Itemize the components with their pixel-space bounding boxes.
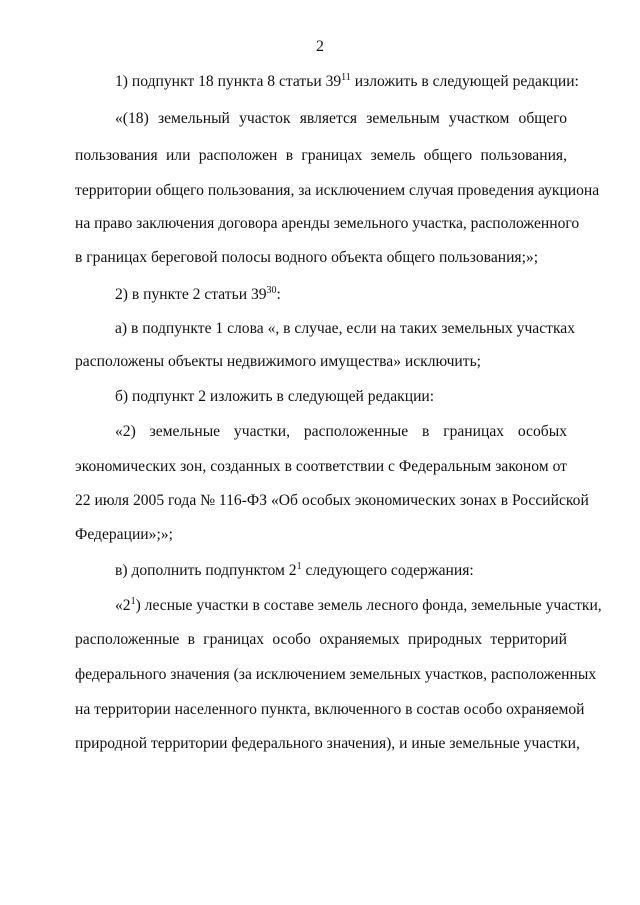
text-line-16-main: «2 xyxy=(115,597,131,614)
text-line-10: б) подпункт 2 изложить в следующей редакции: xyxy=(115,388,435,405)
text-line-9: расположены объекты недвижимого имущества» исключить; xyxy=(75,353,482,370)
text-line-7-main: 2) в пункте 2 статьи 39 xyxy=(115,286,267,303)
text-line-13: 22 июля 2005 года № 116-ФЗ «Об особых экономических зонах в Российской xyxy=(75,492,589,509)
text-line-6: в границах береговой полосы водного объекта общего пользования;»; xyxy=(75,249,539,266)
text-line-15 xyxy=(115,561,567,581)
page-number: 2 xyxy=(316,38,324,55)
superscript-15: 1 xyxy=(296,561,302,572)
text-line-7-after: : xyxy=(276,286,281,303)
text-line-4: территории общего пользования, за исключением случая проведения аукциона xyxy=(75,182,600,199)
text-line-17: расположенные в границах особо охраняемых природных территорий xyxy=(75,631,567,648)
text-line-1 xyxy=(115,72,579,92)
superscript-16: 1 xyxy=(130,596,136,607)
superscript-7: 30 xyxy=(266,285,277,296)
text-line-19: на территории населенного пункта, включенного в состав особо охраняемой xyxy=(75,701,585,718)
superscript-1: 11 xyxy=(341,72,351,83)
text-line-16 xyxy=(115,596,602,616)
text-line-2: «(18) земельный участок является земельным участком общего xyxy=(115,110,567,127)
text-line-3: пользования или расположен в границах земель общего пользования, xyxy=(75,147,567,164)
text-line-14: Федерации»;»; xyxy=(75,526,173,543)
text-line-12: экономических зон, созданных в соответствии с Федеральным законом от xyxy=(75,458,567,475)
text-line-20: природной территории федерального значения), и иные земельные участки, xyxy=(75,735,580,752)
text-line-1-after: изложить в следующей редакции: xyxy=(350,73,579,90)
text-line-8: а) в подпункте 1 слова «, в случае, если на таких земельных участках xyxy=(115,320,576,337)
text-line-1-main: 1) подпункт 18 пункта 8 статьи 39 xyxy=(115,73,342,90)
text-line-18: федерального значения (за исключением земельных участков, расположенных xyxy=(75,666,597,683)
text-line-16-after: ) лесные участки в составе земель лесного фонда, земельные участки, xyxy=(135,597,602,614)
text-line-5: на право заключения договора аренды земельного участка, расположенного xyxy=(75,215,580,232)
text-line-15-after: следующего содержания: xyxy=(301,562,474,579)
text-line-15-main: в) дополнить подпунктом 2 xyxy=(115,562,297,579)
text-line-7 xyxy=(115,285,567,305)
text-line-11: «2) земельные участки, расположенные в границах особых xyxy=(115,423,567,440)
